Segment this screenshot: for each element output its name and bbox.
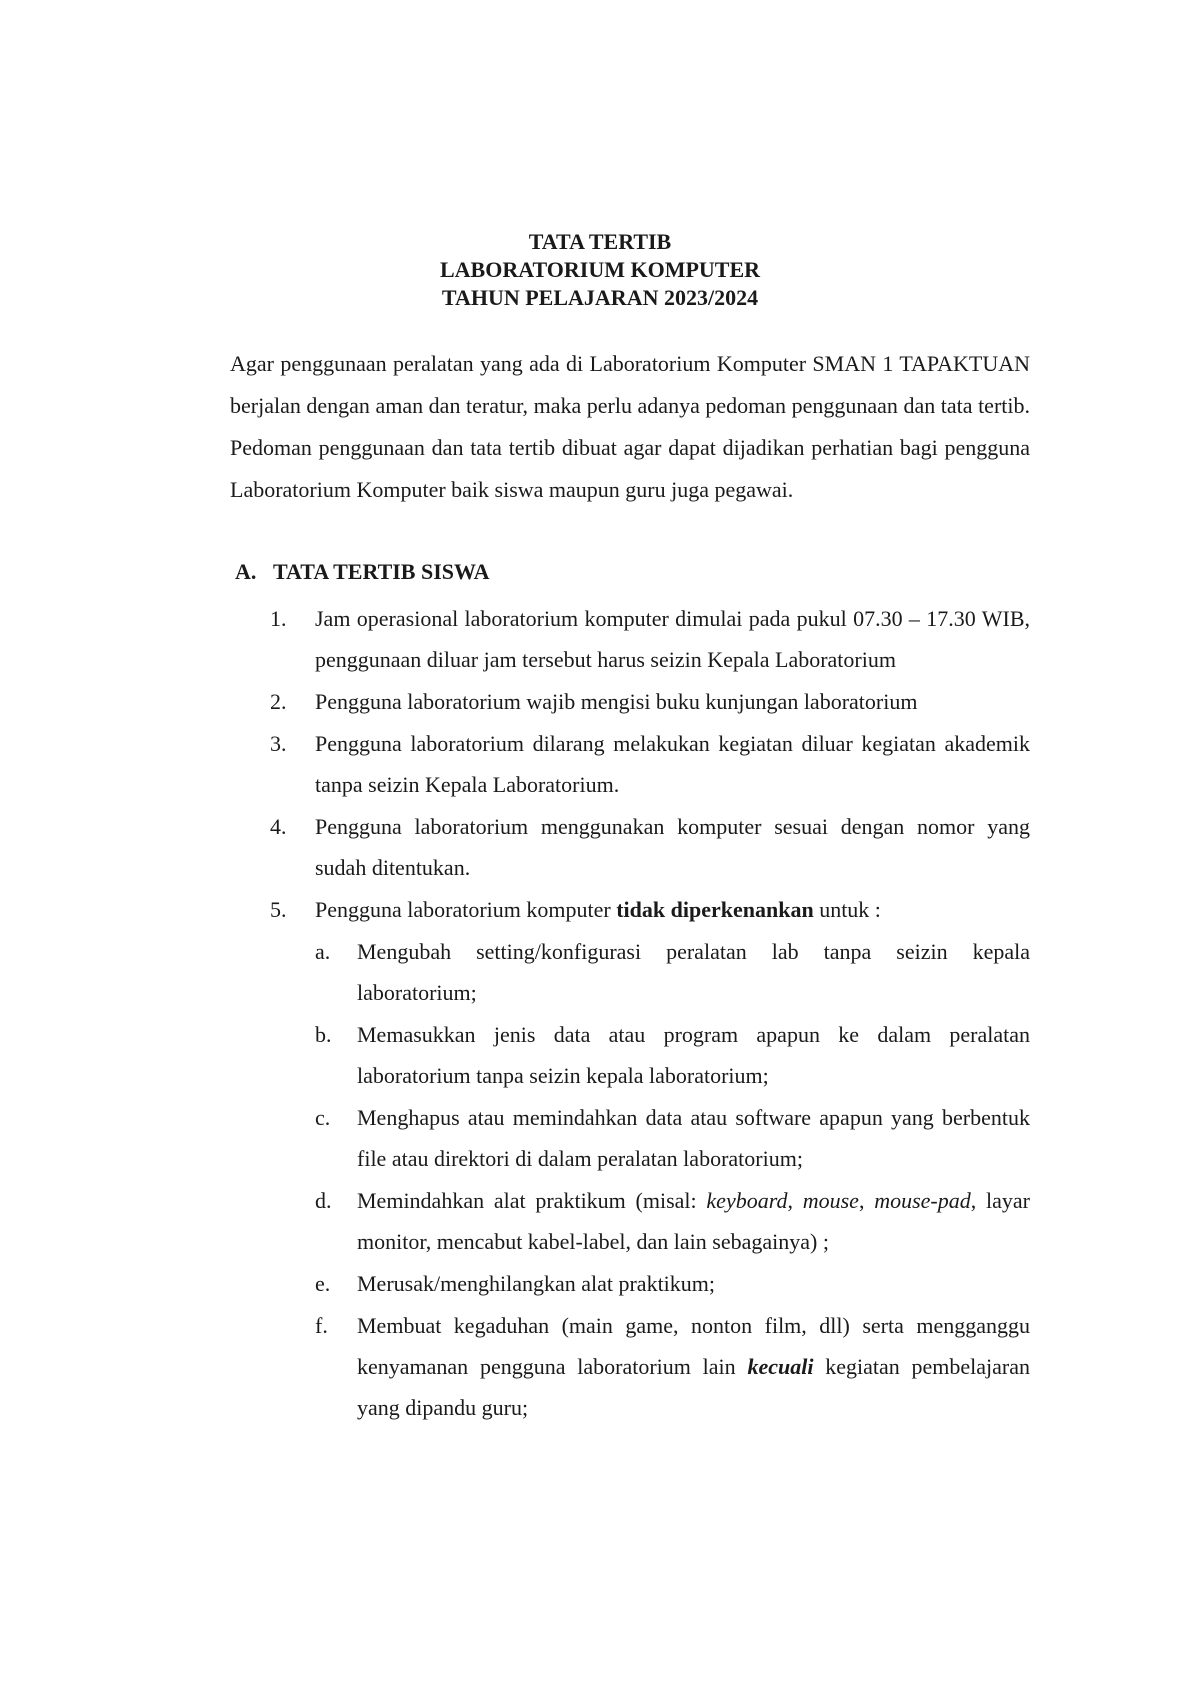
sub-list-item bbox=[315, 1014, 1030, 1096]
sub-list-item-letter: e. bbox=[315, 1271, 331, 1296]
list-item-text: Jam operasional laboratorium komputer dimulai pada pukul 07.30 – 17.30 WIB, penggunaan diluar jam tersebut harus seizin Kepala Laboratorium bbox=[315, 606, 1030, 672]
sub-list-item-letter: c. bbox=[315, 1105, 331, 1130]
sub-list-item bbox=[315, 1180, 1030, 1262]
list-item bbox=[270, 889, 1030, 1429]
sub-list-item bbox=[315, 1305, 1030, 1428]
list-item-text bbox=[315, 889, 1030, 930]
sub-list-item bbox=[315, 1263, 1030, 1304]
sub-list-item-letter: d. bbox=[315, 1188, 332, 1213]
text-segment: Pengguna laboratorium komputer bbox=[315, 897, 617, 922]
text-segment: Memindahkan alat praktikum (misal: bbox=[357, 1188, 707, 1213]
title-line-3: TAHUN PELAJARAN 2023/2024 bbox=[441, 285, 759, 310]
title-line-2: LABORATORIUM KOMPUTER bbox=[439, 257, 761, 282]
list-item-body bbox=[315, 889, 1030, 1429]
list-item-text: Pengguna laboratorium menggunakan komputer sesuai dengan nomor yang sudah ditentukan. bbox=[315, 814, 1030, 880]
list-item-text: Pengguna laboratorium wajib mengisi buku kunjungan laboratorium bbox=[315, 689, 918, 714]
sub-list-item-text bbox=[357, 1305, 1030, 1428]
sub-list-item-text: Menghapus atau memindahkan data atau software apapun yang berbentuk file atau direktori di dalam peralatan laboratorium; bbox=[357, 1105, 1030, 1171]
text-segment: , layar monitor, mencabut kabel-label, dan lain sebagainya) ; bbox=[357, 1188, 1030, 1254]
sub-list-item-letter: f. bbox=[315, 1313, 328, 1338]
section-a-letter: A. bbox=[235, 559, 257, 584]
text-segment: , bbox=[787, 1188, 803, 1213]
text-segment: Membuat kegaduhan (main game, nonton film, dll) serta mengganggu kenyamanan pengguna laboratorium lain bbox=[357, 1313, 1030, 1379]
section-a-title: TATA TERTIB SISWA bbox=[273, 559, 490, 584]
section-a-heading bbox=[235, 557, 489, 587]
document-title bbox=[0, 228, 1200, 312]
list-item-number: 5. bbox=[270, 897, 287, 922]
text-segment: , bbox=[858, 1188, 875, 1213]
sub-list-item-letter: a. bbox=[315, 939, 331, 964]
text-segment: kegiatan pembelajaran yang dipandu guru; bbox=[357, 1354, 1030, 1420]
list-item bbox=[270, 806, 1030, 888]
intro-paragraph: Agar penggunaan peralatan yang ada di Laboratorium Komputer SMAN 1 TAPAKTUAN berjalan dengan aman dan teratur, maka perlu adanya pedoman penggunaan dan tata tertib. Pedoman penggunaan dan tata tertib dibuat agar dapat dijadikan perhatian bagi pengguna Laboratorium Komputer baik siswa maupun guru juga pegawai. bbox=[230, 351, 1030, 502]
sub-list-item-text: Mengubah setting/konfigurasi peralatan lab tanpa seizin kepala laboratorium; bbox=[357, 939, 1030, 1005]
sub-list-item-text bbox=[357, 1180, 1030, 1262]
rules-list bbox=[270, 598, 1030, 1430]
italic-text: keyboard bbox=[706, 1188, 788, 1213]
sub-list-item bbox=[315, 931, 1030, 1013]
sub-list-item-text: Memasukkan jenis data atau program apapun ke dalam peralatan laboratorium tanpa seizin kepala laboratorium; bbox=[357, 1022, 1030, 1088]
list-item bbox=[270, 681, 1030, 722]
sub-list bbox=[315, 931, 1030, 1428]
italic-text: mouse bbox=[802, 1188, 859, 1213]
title-line-1: TATA TERTIB bbox=[528, 229, 672, 254]
sub-list-item bbox=[315, 1097, 1030, 1179]
text-segment: untuk : bbox=[813, 897, 881, 922]
bold-text: tidak diperkenankan bbox=[616, 897, 814, 922]
list-item-text: Pengguna laboratorium dilarang melakukan kegiatan diluar kegiatan akademik tanpa seizin Kepala Laboratorium. bbox=[315, 731, 1030, 797]
list-item-number: 2. bbox=[270, 689, 287, 714]
list-item-number: 3. bbox=[270, 731, 287, 756]
list-item-number: 1. bbox=[270, 606, 287, 631]
bold-italic-text: kecuali bbox=[747, 1354, 814, 1379]
list-item-number: 4. bbox=[270, 814, 287, 839]
sub-list-item-letter: b. bbox=[315, 1022, 332, 1047]
italic-text: mouse-pad bbox=[874, 1188, 971, 1213]
sub-list-item-text: Merusak/menghilangkan alat praktikum; bbox=[357, 1271, 716, 1296]
list-item bbox=[270, 598, 1030, 680]
list-item bbox=[270, 723, 1030, 805]
